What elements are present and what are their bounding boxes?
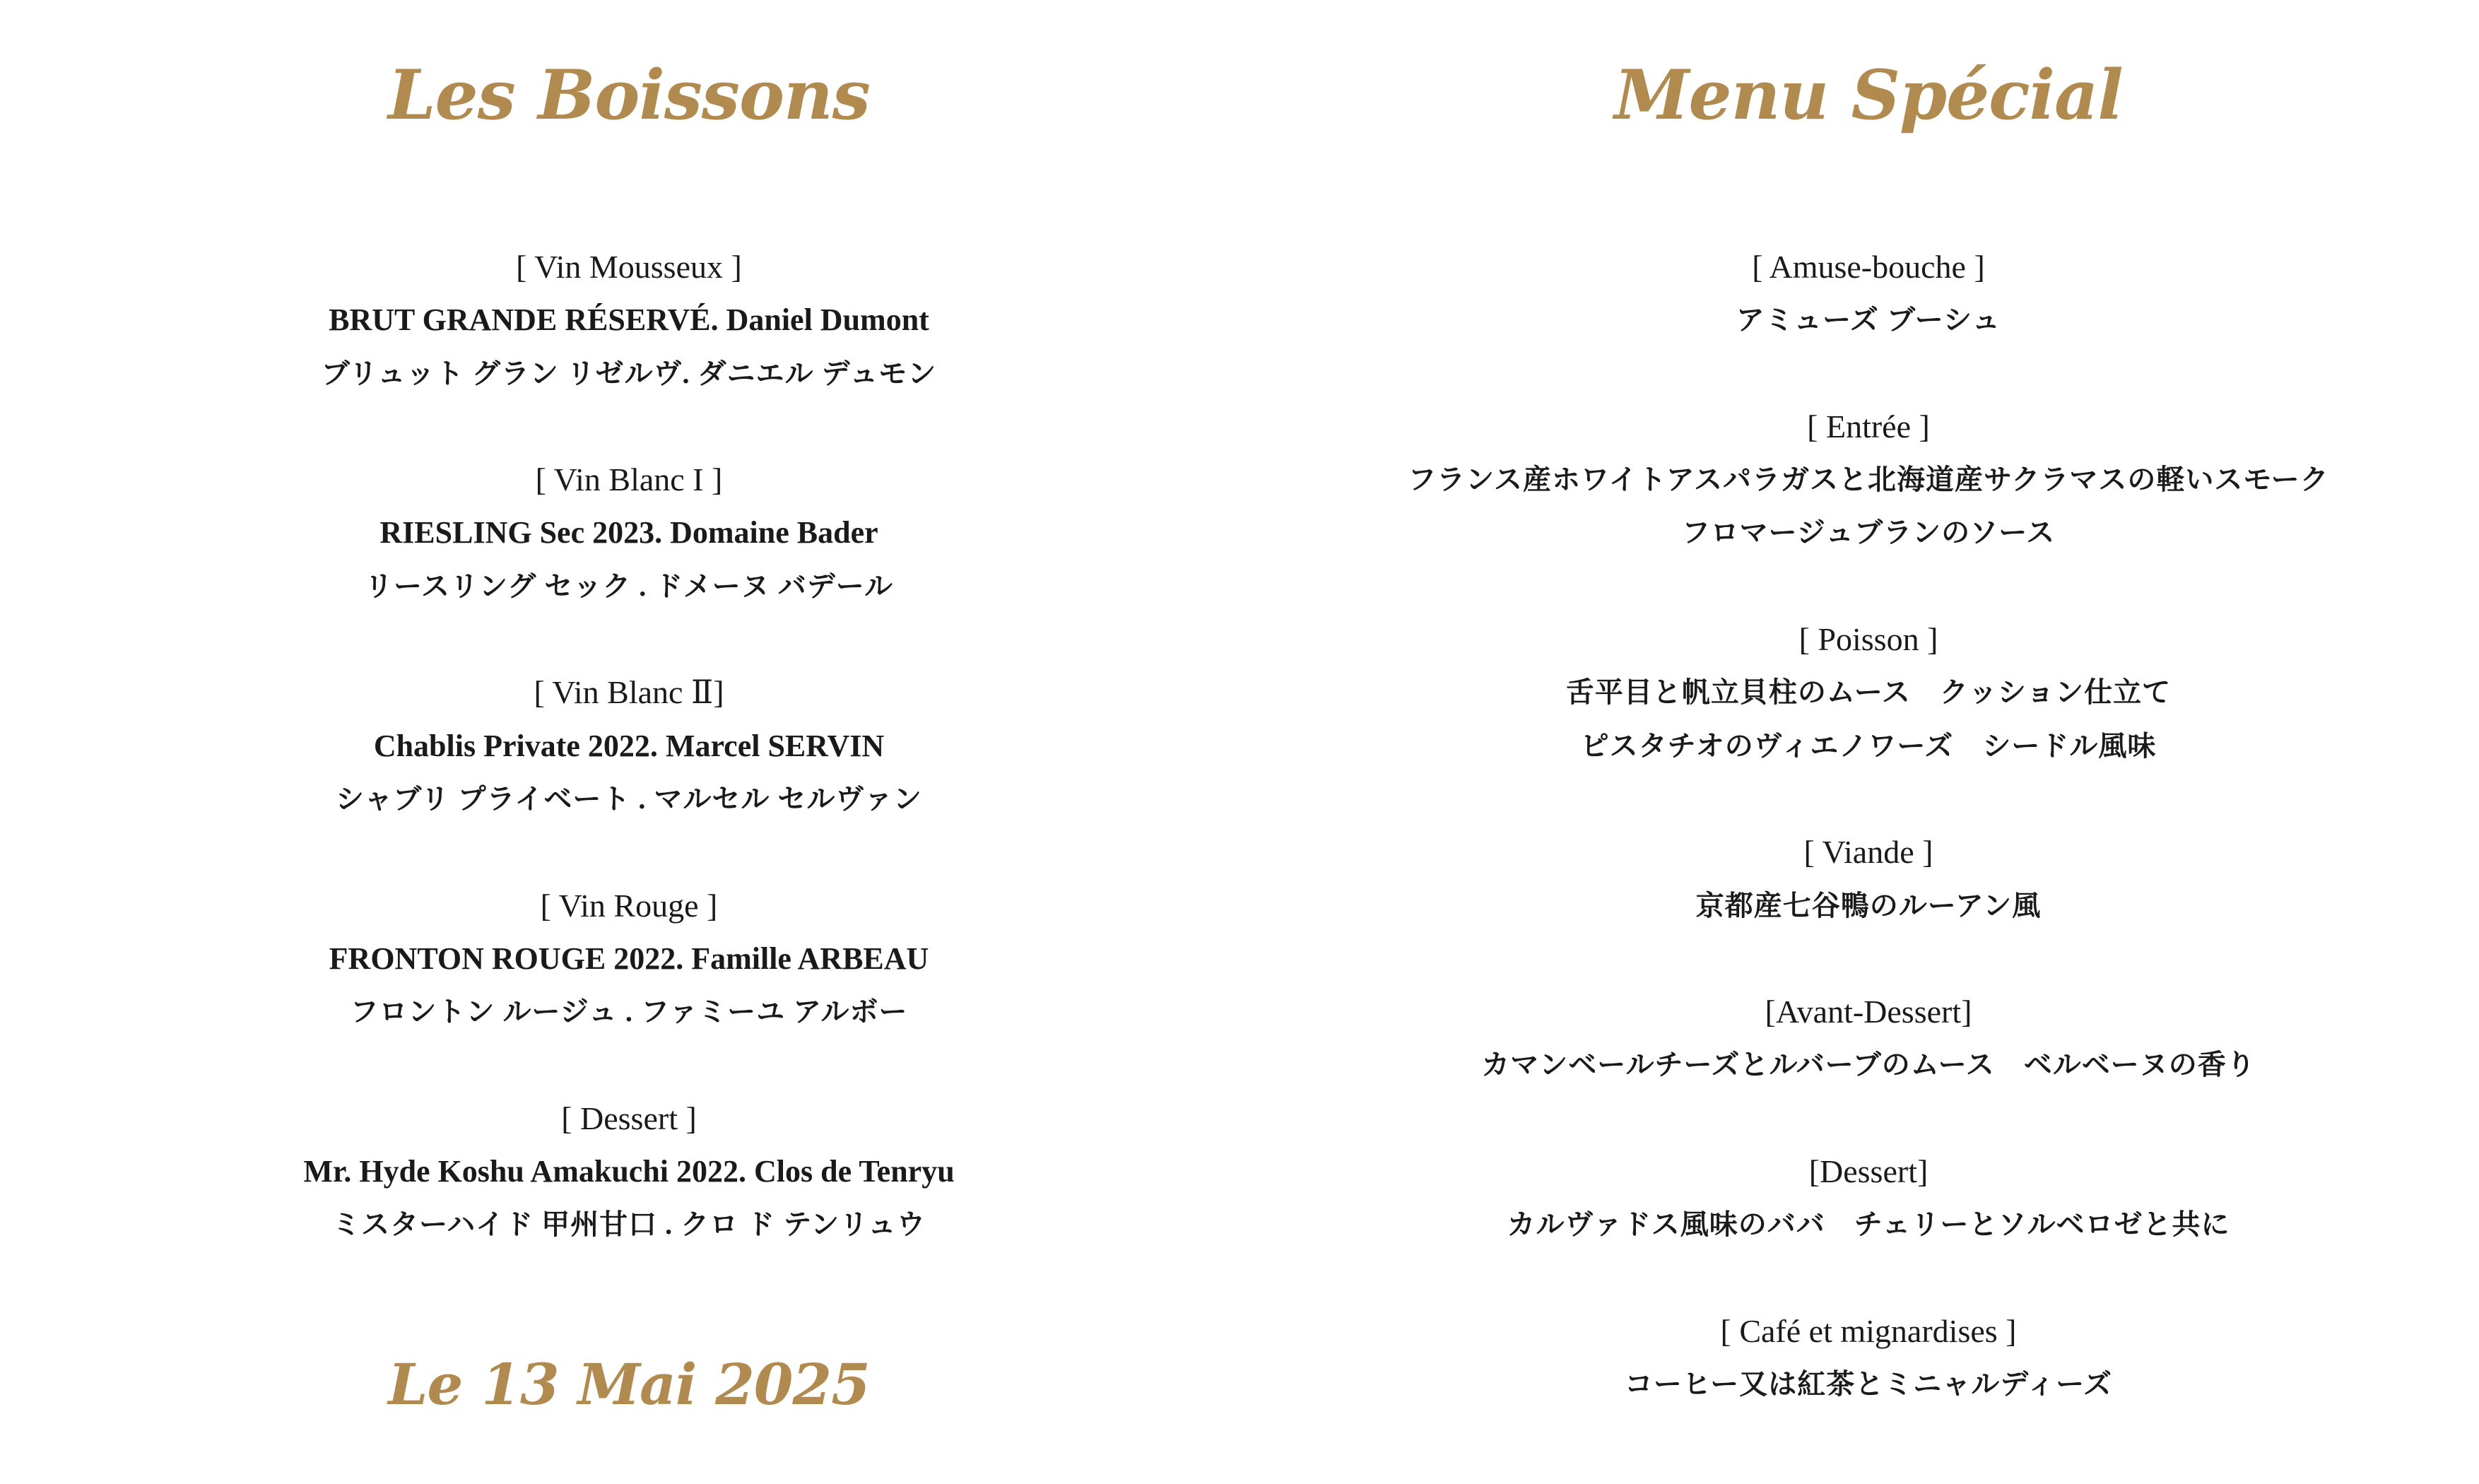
drink-name-japanese: ミスターハイド 甲州甘口 . クロ ド テンリュウ: [332, 1208, 926, 1241]
menu-title: Menu Spécial: [1614, 55, 2123, 135]
course-description: フランス産ホワイトアスパラガスと北海道産サクラマスの軽いスモーク: [1408, 464, 2329, 496]
section-spacer: [0, 613, 1258, 666]
drink-name-japanese: フロントン ルージュ . ファミーユ アルボー: [350, 996, 908, 1028]
course-heading: [Dessert]: [1808, 1153, 1929, 1190]
section-spacer: [1258, 560, 2479, 613]
section-spacer: [0, 400, 1258, 453]
drink-name: Chablis Private 2022. Marcel SERVIN: [373, 728, 885, 763]
course-description: フロマージュブランのソース: [1681, 517, 2056, 549]
drink-name-japanese: リースリング セック . ドメーヌ バデール: [365, 570, 893, 602]
drinks-list: [0, 240, 1258, 1252]
menu-section-cafe: [1258, 1305, 2479, 1411]
menu-list: [1258, 240, 2479, 1411]
drink-section-white-2: [0, 666, 1258, 825]
course-heading: [ Amuse-bouche ]: [1752, 249, 1985, 285]
drink-name-japanese: ブリュット グラン リゼルヴ. ダニエル デュモン: [321, 357, 937, 389]
course-heading: [ Café et mignardises ]: [1720, 1312, 2017, 1349]
drink-name-japanese: シャブリ プライベート . マルセル セルヴァン: [336, 782, 922, 815]
course-description: 舌平目と帆立貝柱のムース クッション仕立て: [1565, 676, 2172, 709]
course-description: カマンベールチーズとルバーブのムース ベルベーヌの香り: [1481, 1049, 2256, 1081]
course-heading: [Avant-Dessert]: [1765, 994, 1972, 1030]
course-description: カルヴァドス風味のババ チェリーとソルベロゼと共に: [1507, 1208, 2230, 1241]
drink-heading: [ Vin Mousseux ]: [516, 249, 742, 285]
drink-name: RIESLING Sec 2023. Domaine Bader: [379, 515, 878, 550]
event-date: Le 13 Mai 2025: [388, 1351, 870, 1418]
drink-heading: [ Dessert ]: [561, 1100, 697, 1136]
section-spacer: [0, 825, 1258, 878]
course-description: コーヒー又は紅茶とミニャルディーズ: [1624, 1368, 2113, 1401]
course-heading: [ Entrée ]: [1807, 408, 1930, 444]
section-spacer: [1258, 347, 2479, 400]
drink-section-dessert: [0, 1092, 1258, 1252]
course-heading: [ Viande ]: [1803, 834, 1933, 871]
section-spacer: [1258, 1092, 2479, 1145]
drink-heading: [ Vin Blanc Ⅱ]: [534, 674, 724, 711]
drink-section-sparkling: [0, 240, 1258, 400]
section-spacer: [1258, 932, 2479, 985]
course-heading: [ Poisson ]: [1798, 621, 1938, 658]
drink-section-white-1: [0, 453, 1258, 613]
menu-section-dessert: [1258, 1145, 2479, 1252]
drink-heading: [ Vin Rouge ]: [540, 887, 718, 924]
section-spacer: [0, 1038, 1258, 1091]
drink-section-red: [0, 879, 1258, 1039]
section-spacer: [1258, 772, 2479, 825]
drinks-title: Les Boissons: [388, 55, 870, 135]
menu-section-avant-dessert: [1258, 985, 2479, 1092]
drink-heading: [ Vin Blanc I ]: [535, 461, 723, 498]
drink-name: FRONTON ROUGE 2022. Famille ARBEAU: [329, 941, 929, 976]
section-spacer: [1258, 1252, 2479, 1305]
drink-name: BRUT GRANDE RÉSERVÉ. Daniel Dumont: [329, 302, 929, 338]
course-description: ピスタチオのヴィエノワーズ シードル風味: [1580, 729, 2157, 762]
menu-section-poisson: [1258, 613, 2479, 772]
course-description: アミューズ ブーシュ: [1736, 304, 2001, 336]
drink-name: Mr. Hyde Koshu Amakuchi 2022. Clos de Tenryu: [303, 1154, 955, 1189]
menu-section-entree: [1258, 400, 2479, 560]
course-description: 京都産七谷鴨のルーアン風: [1695, 889, 2042, 921]
menu-section-amuse-bouche: [1258, 240, 2479, 347]
menu-section-viande: [1258, 825, 2479, 932]
